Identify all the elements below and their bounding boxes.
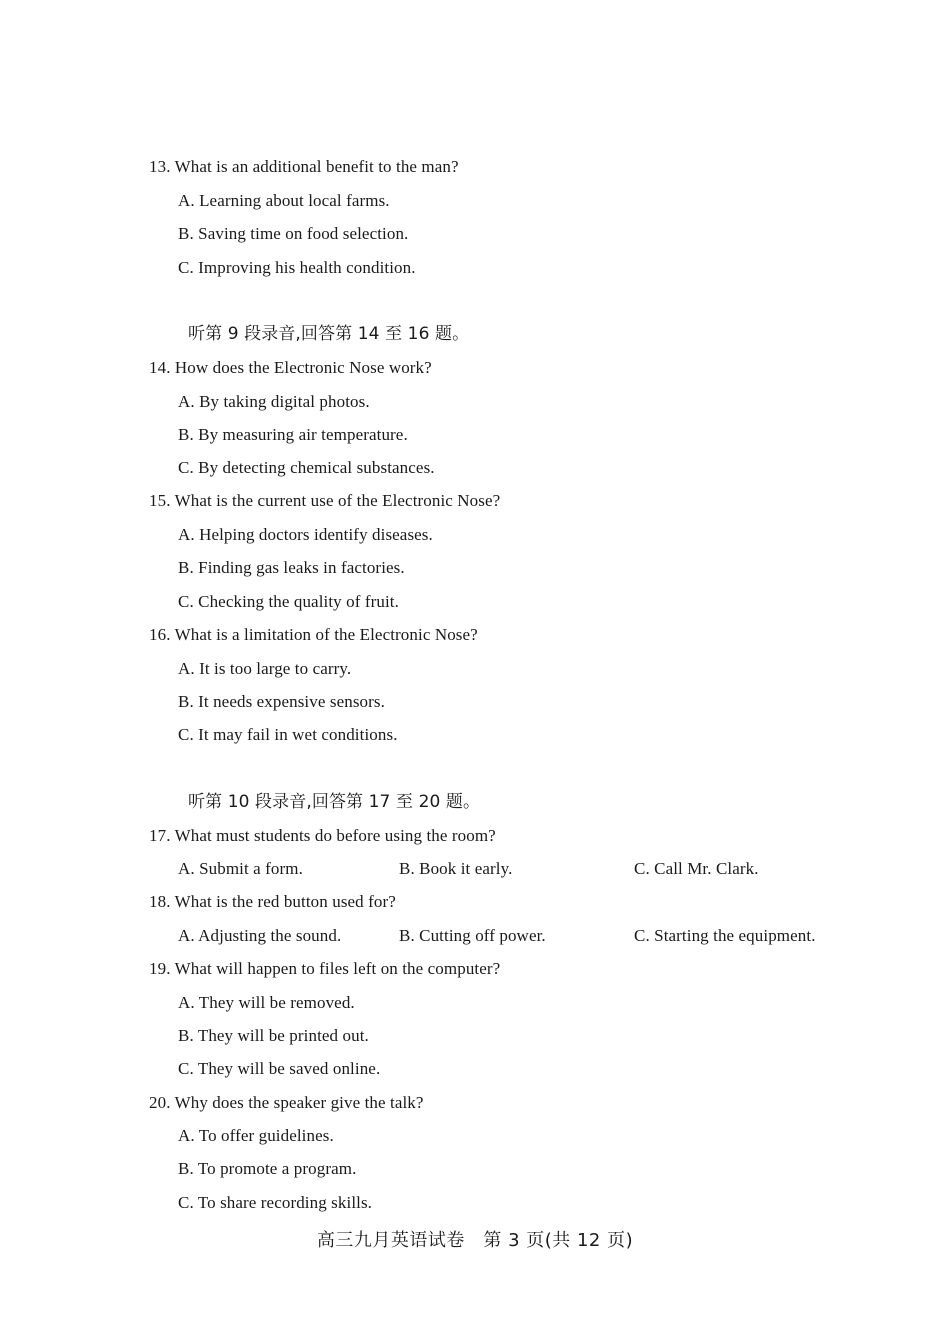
question-20: 20. Why does the speaker give the talk?	[149, 1093, 424, 1112]
question-19-option-c: C. They will be saved online.	[178, 1059, 381, 1078]
question-15-option-b: B. Finding gas leaks in factories.	[178, 558, 405, 577]
section-heading-10: 听第 10 段录音,回答第 17 至 20 题。	[188, 792, 481, 812]
question-15-option-c: C. Checking the quality of fruit.	[178, 592, 399, 611]
question-13-option-c: C. Improving his health condition.	[178, 258, 416, 277]
question-16: 16. What is a limitation of the Electronic Nose?	[149, 625, 478, 644]
question-17-option-b: B. Book it early.	[399, 859, 513, 878]
question-13: 13. What is an additional benefit to the man?	[149, 157, 459, 176]
question-14-option-b: B. By measuring air temperature.	[178, 425, 408, 444]
question-17-option-c: C. Call Mr. Clark.	[634, 859, 759, 878]
question-18-option-b: B. Cutting off power.	[399, 926, 546, 945]
question-13-option-a: A. Learning about local farms.	[178, 191, 390, 210]
question-19-option-b: B. They will be printed out.	[178, 1026, 369, 1045]
question-17: 17. What must students do before using the room?	[149, 826, 496, 845]
question-18-option-c: C. Starting the equipment.	[634, 926, 816, 945]
question-14-option-a: A. By taking digital photos.	[178, 392, 370, 411]
question-14-option-c: C. By detecting chemical substances.	[178, 458, 435, 477]
question-18: 18. What is the red button used for?	[149, 892, 396, 911]
page-footer: 高三九月英语试卷 第 3 页(共 12 页)	[316, 1230, 634, 1251]
section-heading-9: 听第 9 段录音,回答第 14 至 16 题。	[188, 324, 470, 344]
question-15: 15. What is the current use of the Electronic Nose?	[149, 491, 501, 510]
question-19-option-a: A. They will be removed.	[178, 993, 355, 1012]
question-16-option-a: A. It is too large to carry.	[178, 659, 352, 678]
question-18-option-a: A. Adjusting the sound.	[178, 926, 342, 945]
question-20-option-a: A. To offer guidelines.	[178, 1126, 334, 1145]
question-20-option-b: B. To promote a program.	[178, 1159, 357, 1178]
question-17-option-a: A. Submit a form.	[178, 859, 303, 878]
question-15-option-a: A. Helping doctors identify diseases.	[178, 525, 433, 544]
question-19: 19. What will happen to files left on the computer?	[149, 959, 501, 978]
question-14: 14. How does the Electronic Nose work?	[149, 358, 432, 377]
question-16-option-b: B. It needs expensive sensors.	[178, 692, 385, 711]
question-13-option-b: B. Saving time on food selection.	[178, 224, 409, 243]
question-16-option-c: C. It may fail in wet conditions.	[178, 725, 398, 744]
question-20-option-c: C. To share recording skills.	[178, 1193, 373, 1212]
